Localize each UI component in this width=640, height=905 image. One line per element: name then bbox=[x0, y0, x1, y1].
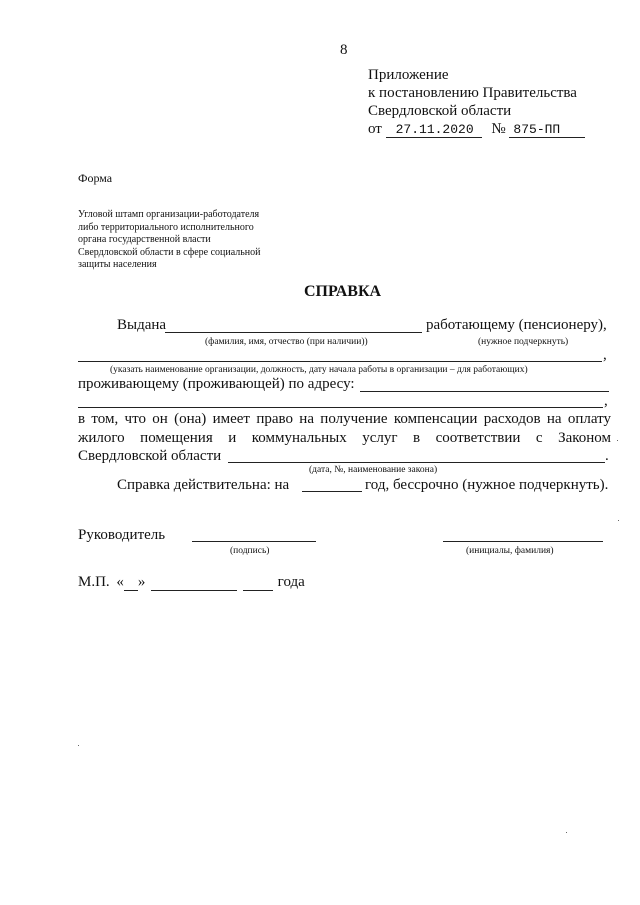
appendix-line-3: Свердловской области bbox=[368, 103, 512, 119]
hint-initials: (инициалы, фамилия) bbox=[466, 546, 554, 556]
hint-organization: (указать наименование организации, должность, дату начала работы в организации – для работающих) bbox=[110, 365, 528, 375]
validity-suffix: год, бессрочно (нужное подчеркнуть). bbox=[365, 477, 609, 493]
head-label: Руководитель bbox=[78, 527, 166, 543]
worker-label: работающему (пенсионеру), bbox=[426, 317, 607, 333]
period: . bbox=[605, 448, 609, 464]
comma-1: , bbox=[603, 347, 607, 363]
region-label: Свердловской области bbox=[78, 448, 222, 464]
document-title: СПРАВКА bbox=[304, 283, 382, 300]
mp-label: М.П. bbox=[78, 574, 110, 590]
stamp-line-1: Угловой штамп организации-работодателя bbox=[78, 209, 260, 220]
stamp-line-3: органа государственной власти bbox=[78, 234, 211, 245]
day-field[interactable] bbox=[124, 577, 138, 591]
date-prefix: от bbox=[368, 121, 382, 137]
seal-date-row bbox=[78, 574, 305, 591]
address-line-1[interactable] bbox=[360, 391, 609, 392]
appendix-number: 875-ПП bbox=[509, 122, 585, 138]
rights-line-2: жилого помещения и коммунальных услуг в соответствии с Законом bbox=[78, 430, 611, 446]
year-field[interactable] bbox=[243, 577, 273, 591]
rights-line-1: в том, что он (она) имеет право на получение компенсации расходов на оплату bbox=[78, 411, 611, 427]
residing-label: проживающему (проживающей) по адресу: bbox=[78, 376, 355, 392]
organization-line[interactable] bbox=[78, 361, 602, 362]
quote-close: » bbox=[137, 574, 146, 590]
issued-label: Выдана bbox=[117, 317, 167, 333]
address-line-2[interactable] bbox=[78, 407, 603, 408]
validity-prefix: Справка действительна: на bbox=[117, 477, 290, 493]
stamp-line-2: либо территориального исполнительного bbox=[78, 221, 254, 233]
validity-years-line[interactable] bbox=[302, 491, 362, 492]
hint-signature: (подпись) bbox=[230, 546, 270, 556]
month-field[interactable] bbox=[151, 577, 237, 591]
scan-dot bbox=[566, 832, 567, 833]
scan-dot bbox=[78, 745, 79, 746]
appendix-date-row bbox=[368, 121, 585, 138]
appendix-line-2: к постановлению Правительства bbox=[368, 85, 577, 101]
corner-stamp bbox=[78, 209, 261, 272]
scan-dot bbox=[617, 440, 618, 441]
hint-underline: (нужное подчеркнуть) bbox=[478, 337, 569, 347]
form-label: Форма bbox=[78, 171, 113, 185]
initials-line[interactable] bbox=[443, 541, 603, 542]
signature-line[interactable] bbox=[192, 541, 316, 542]
quote-open: « bbox=[116, 574, 124, 590]
stamp-line-4: Свердловской области в сфере социальной bbox=[78, 246, 261, 258]
law-line[interactable] bbox=[228, 462, 605, 463]
number-prefix: № bbox=[491, 121, 506, 137]
appendix-line-1: Приложение bbox=[368, 67, 449, 83]
hint-law: (дата, №, наименование закона) bbox=[309, 465, 438, 475]
name-line[interactable] bbox=[165, 332, 422, 333]
hint-name: (фамилия, имя, отчество (при наличии)) bbox=[205, 337, 368, 347]
stamp-line-5: защиты населения bbox=[78, 259, 157, 270]
page-number: 8 bbox=[340, 42, 348, 58]
appendix-date: 27.11.2020 bbox=[386, 122, 482, 138]
scan-dot bbox=[618, 520, 619, 521]
year-word: года bbox=[277, 574, 305, 590]
comma-2: , bbox=[604, 393, 608, 409]
